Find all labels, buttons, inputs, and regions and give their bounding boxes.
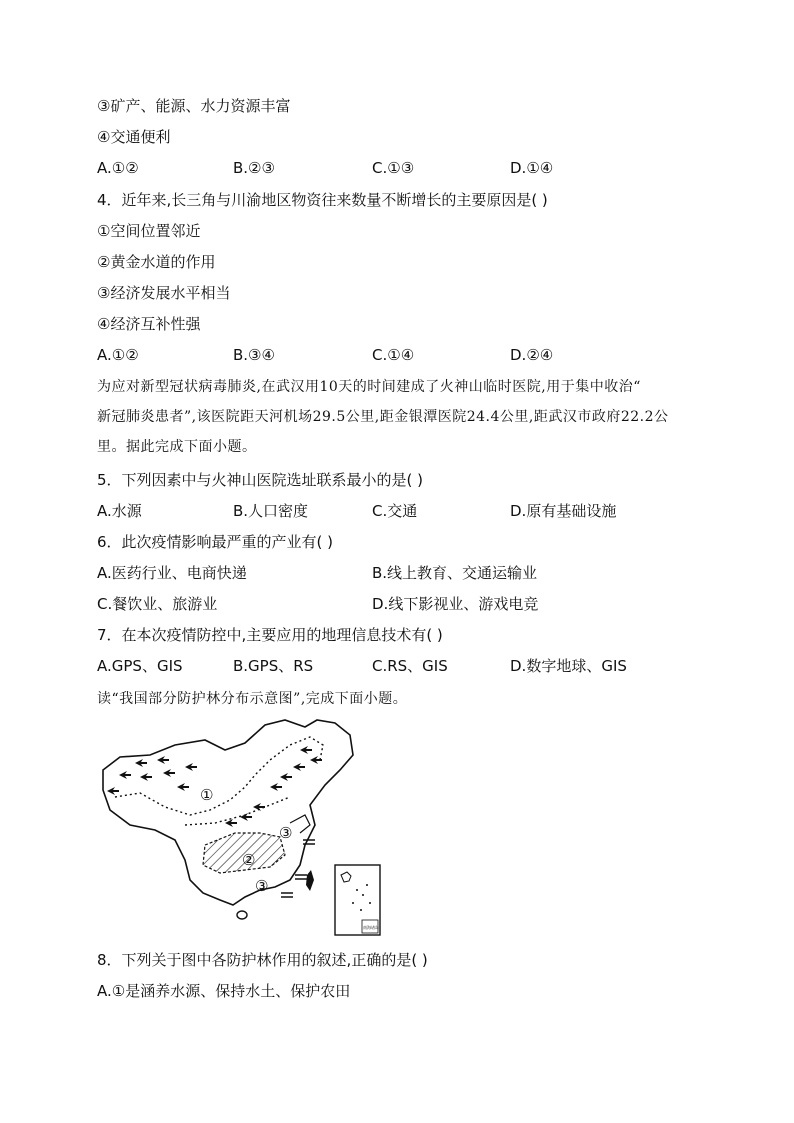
q5-option-b: B.人口密度 — [233, 502, 309, 520]
q7-option-c: C.RS、GIS — [372, 657, 448, 675]
q8-option-a: A.①是涵养水源、保持水土、保护农田 — [97, 982, 351, 1000]
q3-option-d: D.①④ — [510, 159, 554, 177]
wind-arrow-icons — [107, 746, 322, 827]
q3-item-3: ③矿产、能源、水力资源丰富 — [97, 97, 291, 115]
inset-label: 南海诸岛 — [363, 925, 379, 930]
q4-option-a: A.①② — [97, 346, 139, 364]
q6-option-b: B.线上教育、交通运输业 — [372, 564, 538, 582]
map-label-2: ② — [242, 851, 256, 869]
q3-option-c: C.①③ — [372, 159, 415, 177]
passage1-line-2: 新冠肺炎患者”,该医院距天河机场29.5公里,距金银潭医院24.4公里,距武汉市政府22.2公 — [97, 409, 669, 425]
q5-option-a: A.水源 — [97, 502, 142, 520]
q3-option-a: A.①② — [97, 159, 139, 177]
q6-option-d: D.线下影视业、游戏电竞 — [372, 595, 539, 613]
q4-item-4: ④经济互补性强 — [97, 315, 201, 333]
q4-option-b: B.③④ — [233, 346, 275, 364]
q4-item-1: ①空间位置邻近 — [97, 222, 201, 240]
shelterbelt-map — [95, 715, 395, 940]
q6-option-c: C.餐饮业、旅游业 — [97, 595, 218, 613]
q4-option-c: C.①④ — [372, 346, 415, 364]
q4-item-2: ②黄金水道的作用 — [97, 253, 216, 271]
q3-option-b: B.②③ — [233, 159, 275, 177]
q8-stem: 8．下列关于图中各防护林作用的叙述,正确的是( ) — [97, 951, 428, 969]
q7-stem: 7．在本次疫情防控中,主要应用的地理信息技术有( ) — [97, 626, 443, 644]
passage2: 读“我国部分防护林分布示意图”,完成下面小题。 — [97, 691, 408, 707]
q4-stem: 4．近年来,长三角与川渝地区物资往来数量不断增长的主要原因是( ) — [97, 191, 548, 209]
q5-option-d: D.原有基础设施 — [510, 502, 617, 520]
q5-option-c: C.交通 — [372, 502, 418, 520]
q5-stem: 5．下列因素中与火神山医院选址联系最小的是( ) — [97, 471, 424, 489]
south-china-sea-inset — [335, 865, 380, 935]
q4-option-d: D.②④ — [510, 346, 554, 364]
passage1-line-3: 里。据此完成下面小题。 — [97, 439, 257, 455]
china-outline — [103, 720, 353, 905]
q4-item-3: ③经济发展水平相当 — [97, 284, 231, 302]
q7-option-b: B.GPS、RS — [233, 657, 314, 675]
map-label-3b: ③ — [255, 877, 269, 895]
map-label-1: ① — [200, 786, 214, 804]
q7-option-d: D.数字地球、GIS — [510, 657, 627, 675]
map-label-3a: ③ — [279, 824, 293, 842]
q7-option-a: A.GPS、GIS — [97, 657, 183, 675]
q3-item-4: ④交通便利 — [97, 128, 171, 146]
q6-option-a: A.医药行业、电商快递 — [97, 564, 247, 582]
q6-stem: 6．此次疫情影响最严重的产业有( ) — [97, 533, 334, 551]
passage1-line-1: 为应对新型冠状病毒肺炎,在武汉用10天的时间建成了火神山临时医院,用于集中收治“ — [97, 379, 641, 395]
